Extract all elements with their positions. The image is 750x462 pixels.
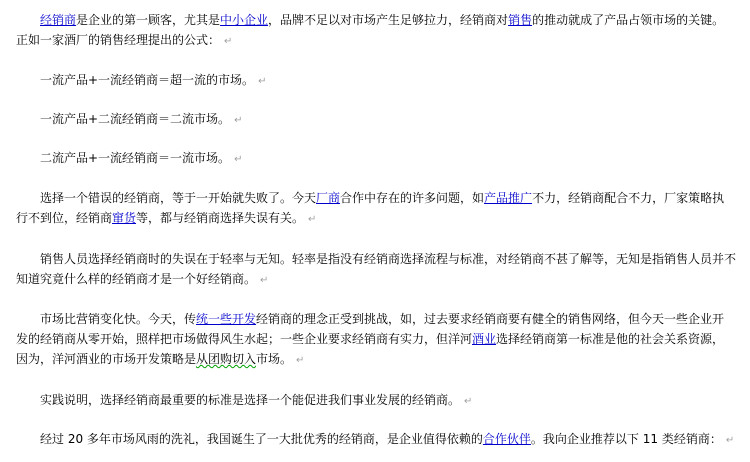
paragraph-wrong-choice	[16, 188, 736, 230]
p4-text-2: 经销商的理念正受到挑战，如，过去要求经销商要有健全的销售网络，但今天一些企业开发的经销商从零开始，照样把市场做得风生水起；一些企业要求经销商有实力，但洋河	[16, 312, 725, 346]
paragraph-mark-icon: ↵	[224, 36, 233, 47]
p4-text-4: 市场。	[256, 352, 293, 366]
intro-text-3: 的推动就成了产品占领市场的关键。正如一家酒厂的销售经理提出的公式：	[16, 13, 725, 47]
paragraph-mark-icon: ↵	[296, 355, 305, 366]
paragraph-mark-icon: ↵	[258, 76, 267, 87]
p3-text: 销售人员选择经销商时的失误在于轻率与无知。轻率是指没有经销商选择流程与标准，对经销商不甚了解等，无知是指销售人员并不知道究竟什么样的经销商才是一个好经销商。	[16, 252, 737, 286]
link-distributor[interactable]: 经销商	[40, 13, 77, 27]
link-sales[interactable]: 销售	[508, 13, 533, 27]
link-product-promotion[interactable]: 产品推广	[484, 191, 533, 205]
p6-text-1: 经过 20 多年市场风雨的洗礼，我国诞生了一大批优秀的经销商，是企业值得依赖的	[40, 432, 483, 446]
intro-text-2: ，品牌不足以对市场产生足够拉力，经销商对	[268, 13, 509, 27]
formula-1	[40, 70, 736, 92]
link-liquor-industry[interactable]: 酒业	[472, 332, 497, 346]
p4-text-1: 市场比营销变化快。今天，传	[40, 312, 197, 326]
formula-3-text: 二流产品+一流经销商＝一流市场。	[40, 151, 231, 165]
link-fleeing-goods[interactable]: 窜货	[112, 211, 137, 225]
paragraph-practice	[16, 390, 736, 412]
paragraph-recommend	[16, 429, 736, 451]
paragraph-mark-icon: ↵	[308, 214, 317, 225]
intro-text-1: 是企业的第一顾客，尤其是	[76, 13, 221, 27]
formula-2-text: 一流产品+二流经销商＝二流市场。	[40, 112, 231, 126]
paragraph-mark-icon: ↵	[234, 154, 243, 165]
paragraph-mark-icon: ↵	[725, 435, 735, 446]
p4-text-3: 选择经销商第一标准是他的社会关系资源，因为，洋河酒业的市场开发策略是	[16, 332, 725, 366]
p2-text-2: 合作中存在的许多问题，如	[340, 191, 485, 205]
link-unified-development[interactable]: 统一些开发	[196, 312, 257, 326]
formula-3	[40, 148, 736, 170]
paragraph-mistakes	[16, 249, 736, 291]
paragraph-mark-icon: ↵	[260, 275, 269, 286]
link-partner[interactable]: 合作伙伴	[482, 432, 531, 446]
p6-text-2: 。我向企业推荐以下 11 类经销商：	[530, 432, 722, 446]
p2-text-3: 不力，经销商配合不力，厂家策略执行不到位，经销商	[16, 191, 725, 225]
formula-2	[40, 109, 736, 131]
paragraph-intro	[16, 10, 736, 52]
paragraph-mark-icon: ↵	[464, 396, 473, 407]
formula-1-text: 一流产品+一流经销商＝超一流的市场。	[40, 73, 255, 87]
paragraph-mark-icon: ↵	[234, 115, 243, 126]
grammar-squiggle-text: 从团购切入	[196, 352, 257, 366]
p2-text-1: 选择一个错误的经销商，等于一开始就失败了。今天	[40, 191, 317, 205]
p5-text: 实践说明，选择经销商最重要的标准是选择一个能促进我们事业发展的经销商。	[40, 393, 461, 407]
link-manufacturer[interactable]: 厂商	[316, 191, 341, 205]
link-sme[interactable]: 中小企业	[220, 13, 269, 27]
p2-text-4: 等，都与经销商选择失误有关。	[136, 211, 305, 225]
paragraph-market-change	[16, 309, 736, 371]
